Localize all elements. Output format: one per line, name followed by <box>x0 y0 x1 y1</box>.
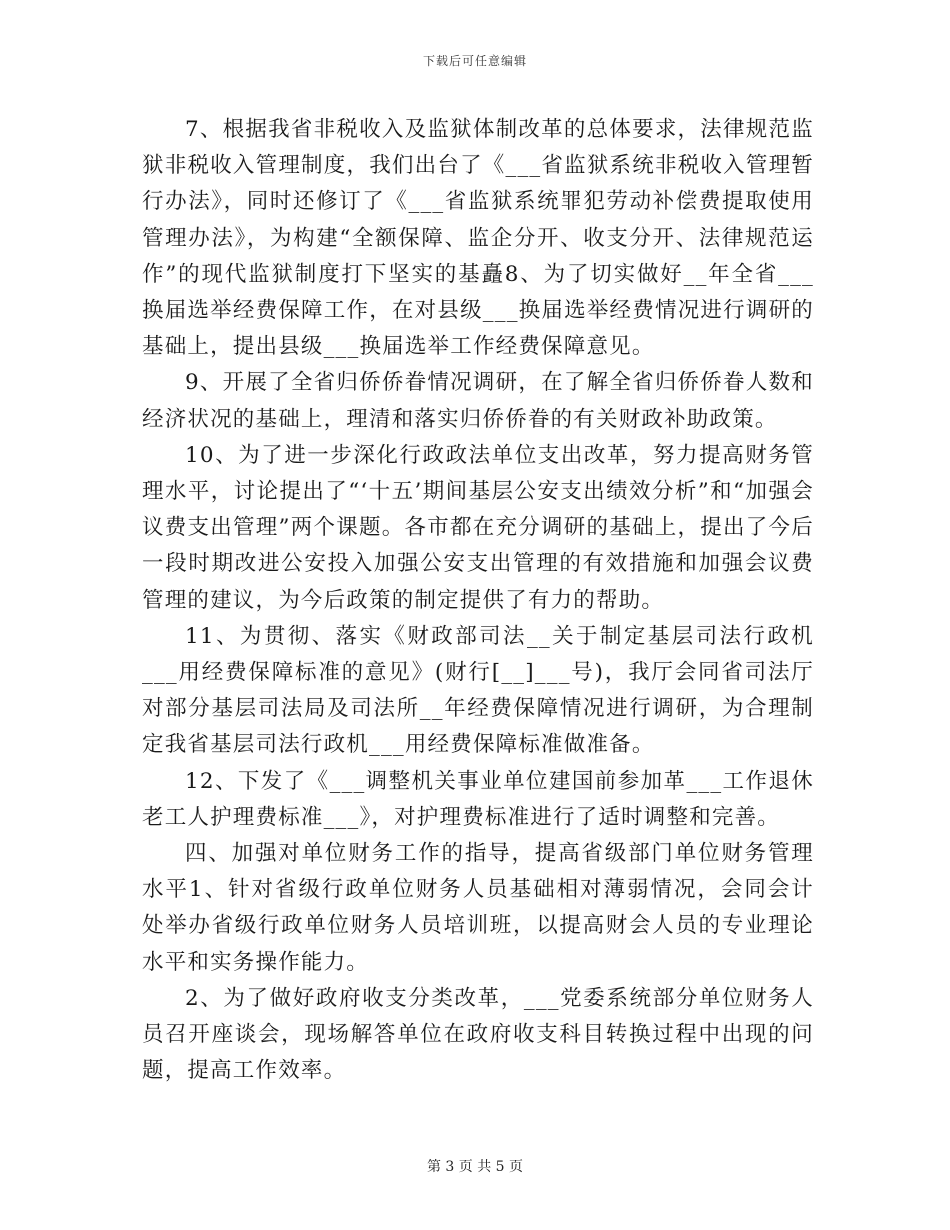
paragraph-12: 12、下发了《___调整机关事业单位建国前参加革___工作退休老工人护理费标准___》，对护理费标准进行了适时调整和完善。 <box>142 768 814 830</box>
page-header: 下载后可任意编辑 <box>422 54 527 68</box>
paragraph-section-4: 四、加强对单位财务工作的指导，提高省级部门单位财务管理水平1、针对省级行政单位财务人员基础相对薄弱情况，会同会计处举办省级行政单位财务人员培训班，以提高财会人员的专业理论水平和实务操作能力。 <box>142 841 814 975</box>
paragraph-10: 10、为了进一步深化行政政法单位支出改革，努力提高财务管理水平，讨论提出了“‘十五’期间基层公安支出绩效分析”和“加强会议费支出管理”两个课题。各市都在充分调研的基础上，提出了今后一段时期改进公安投入加强公安支出管理的有效措施和加强会议费管理的建议，为今后政策的制定提供了有力的帮助。 <box>142 442 814 613</box>
page-number-footer: 第 3 页 共 5 页 <box>426 1159 524 1175</box>
paragraph-section-4-item-2: 2、为了做好政府收支分类改革，___党委系统部分单位财务人员召开座谈会，现场解答单位在政府收支科目转换过程中出现的问题，提高工作效率。 <box>142 985 814 1084</box>
paragraph-7: 7、根据我省非税收入及监狱体制改革的总体要求，法律规范监狱非税收入管理制度，我们出台了《___省监狱系统非税收入管理暂行办法》，同时还修订了《___省监狱系统罪犯劳动补偿费提取使用管理办法》，为构建“全额保障、监企分开、收支分开、法律规范运作”的现代监狱制度打下坚实的基矗8、为了切实做好__年全省___换届选举经费保障工作，在对县级___换届选举经费情况进行调研的基础上，提出县级___换届选举工作经费保障意见。 <box>142 117 814 360</box>
paragraph-11: 11、为贯彻、落实《财政部司法__关于制定基层司法行政机___用经费保障标准的意见》(财行[__]___号)，我厅会同省司法厅对部分基层司法局及司法所__年经费保障情况进行调研，为合理制定我省基层司法行政机___用经费保障标准做准备。 <box>142 623 814 758</box>
document-body <box>142 112 814 1089</box>
paragraph-9: 9、开展了全省归侨侨眷情况调研，在了解全省归侨侨眷人数和经济状况的基础上，理清和落实归侨侨眷的有关财政补助政策。 <box>142 370 814 432</box>
